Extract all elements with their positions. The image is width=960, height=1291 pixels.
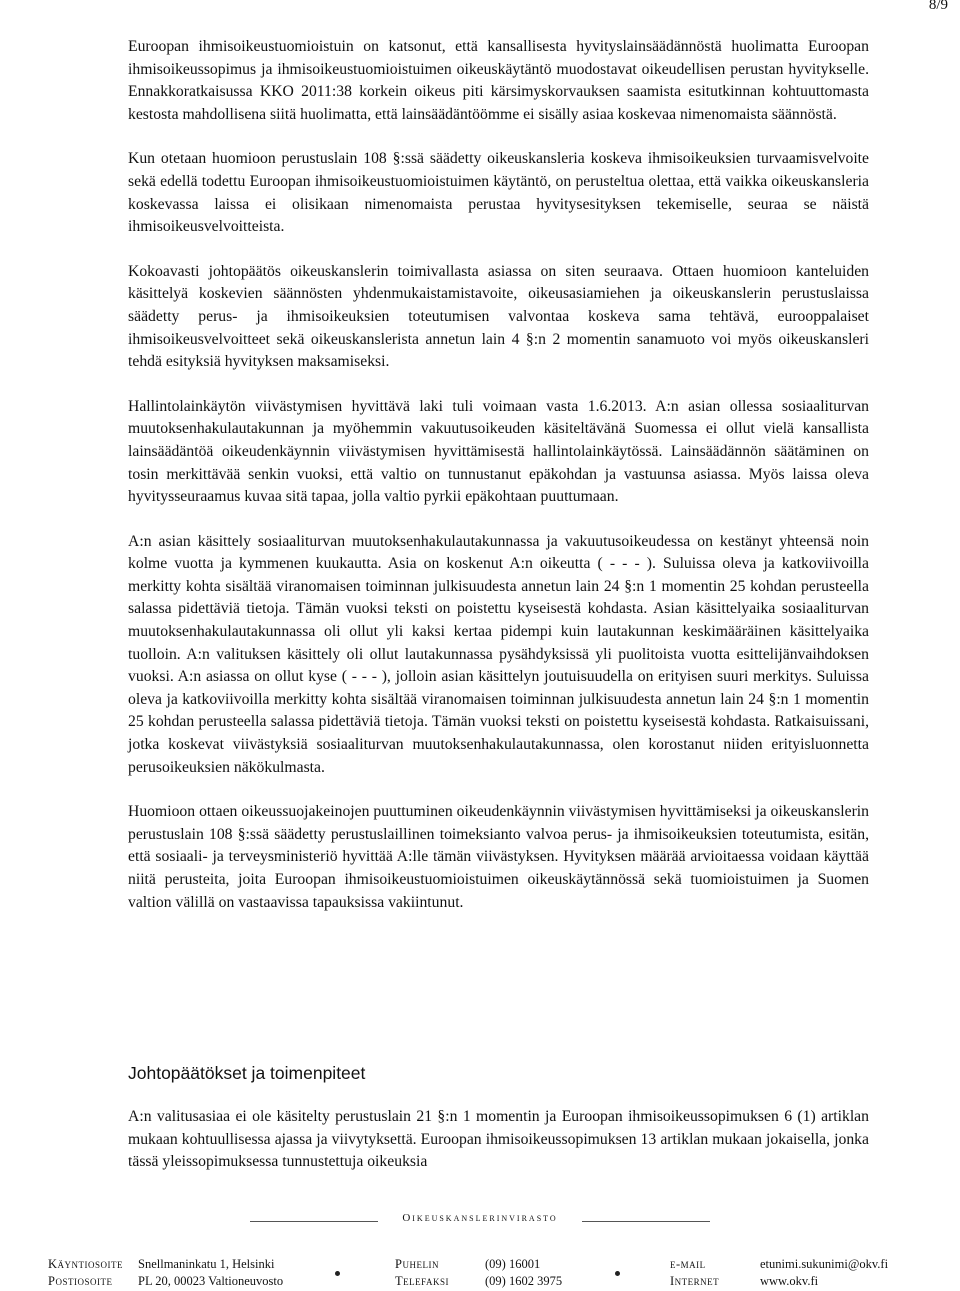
footer-divider-left [250,1221,378,1222]
paragraph: A:n asian käsittely sosiaaliturvan muutoksenhakulautakunnassa ja vakuutusoikeudessa on kestänyt yhteensä noin kolme vuotta ja kymmenen kuukautta. Asia on koskenut A:n oikeutta ( - - - ). Suluissa oleva ja katkoviivoilla merkitty kohta sisältää viranomaisen toiminnan julkisuudesta annetun lain 24 §:n 1 momentin 25 kohdan perusteella salassa pidettäviä tietoja. Tämän vuoksi teksti on poistettu kyseisestä kohdasta. Asian käsittelyaika sosiaaliturvan muutoksenhakulautakunnassa oli ollut yli kaksi kertaa pidempi kuin lautakunnan keskimääräinen käsittelyaika tuolloin. A:n valituksen käsittely oli ollut lautakunnassa pysähdyksissä yli puolitoista vuotta esittelijänvaihdoksen vuoksi. A:n asiassa on ollut kyse ( - - - ), jolloin asian käsittelyn joutuisuudella on erityisen suuri merkitys. Suluissa oleva ja katkoviivoilla merkitty kohta sisältää viranomaisen toiminnan julkisuudesta annetun lain 24 §:n 1 momentin 25 kohdan perusteella salassa pidettäviä tietoja. Tämän vuoksi teksti on poistettu kyseisestä kohdasta. Ratkaisuissani, jotka koskevat viivästyksiä sosiaaliturvan muutoksenhakulautakunnassa, olen korostanut niiden erityisluonnetta perusoikeuksien näkökulmasta. [128,532,869,776]
page-number: 8/9 [928,0,948,13]
footer-organization: Oikeuskanslerinvirasto [402,1212,558,1224]
paragraph: Kun otetaan huomioon perustuslain 108 §:ssä säädetty oikeuskansleria koskeva ihmisoikeuksien turvaamisvelvoite sekä edellä todettu Euroopan ihmisoikeustuomioistuimen käytäntö, on perusteltua olettaa, että vaikka oikeuskansleria koskevassa laissa ei olisikaan nimenomaista perustaa hyvitysesityksen tekemiselle, seuraa se näistä ihmisoikeusvelvoitteista. [128,150,869,236]
footer-fax-label: Telefaksi [395,1274,449,1288]
footer-separator-dot [615,1271,620,1276]
footer-visit-address: Snellmaninkatu 1, Helsinki [138,1257,275,1271]
footer-divider-right [582,1221,710,1222]
footer-web-link[interactable]: www.okv.fi [760,1274,819,1288]
footer-post-label: Postiosoite [48,1274,113,1288]
paragraph: A:n valitusasiaa ei ole käsitelty perustuslain 21 §:n 1 momentin ja Euroopan ihmisoikeussopimuksen 6 (1) artiklan mukaan kohtuullisessa ajassa ja viivytyksettä. Euroopan ihmisoikeussopimuksen 13 artiklan mukaan jokaisella, jonka tässä yleissopimuksessa tunnustettuja oikeuksia [128,1108,869,1171]
footer-phone-label: Puhelin [395,1257,439,1271]
paragraph: Huomioon ottaen oikeussuojakeinojen puuttuminen oikeudenkäynnin viivästymisen hyvittämiseksi ja oikeuskanslerin perustuslain 108 §:ssä säädetty perustuslaillinen toimeksianto valvoa perus- ja ihmisoikeuksien toteutumista, esitän, että sosiaali- ja terveysministeriö hyvittää A:lle tämän viivästyksen. Hyvityksen määrää arvioitaessa voidaan käyttää niitä perusteita, joita Euroopan ihmisoikeustuomioistuimen oikeuskäytännössä sekä tuomioistuimen ja Suomen valtion välillä on vastaavissa tapauksissa vakiintunut. [128,803,869,911]
footer-email-label: e-mail [670,1257,706,1271]
footer-phone-value: (09) 16001 [485,1257,541,1271]
footer-web-label: Internet [670,1274,720,1288]
paragraph: Kokoavasti johtopäätös oikeuskanslerin toimivallasta asiassa on siten seuraava. Ottaen huomioon kanteluiden käsittelyä koskevien säännösten yhdenmukaistamistavoite, oikeusasiamiehen ja oikeuskanslerin perustuslaissa säädetty perus- ja ihmisoikeuksien toteutumisen valvontaa koskeva sama tehtävä, eurooppalaiset ihmisoikeusvelvoitteet sekä oikeuskanslerista annetun lain 4 §:n 2 momentin sanamuoto voi myös oikeuskansleri tehdä esityksiä hyvityksen maksamiseksi. [128,262,869,371]
paragraph: Hallintolainkäytön viivästymisen hyvittävä laki tuli voimaan vasta 1.6.2013. A:n asian ollessa sosiaaliturvan muutoksenhakulautakunnan ja myöhemmin vakuutusoikeuden käsiteltävänä Suomessa ei ollut vielä kansallista lainsäädäntöä oikeudenkäynnin viivästymisen hyvittämisestä hallintolainkäytössä. Lainsäädännön säätäminen on tosin merkittävää senkin vuoksi, että valtio on tunnustanut epäkohdan ja vastuunsa asiassa. Myös laissa oleva hyvitysseuraamus kuvaa sitä tapaa, jolla valtio pyrkii epäkohtaan puuttumaan. [128,397,869,506]
footer-separator-dot [335,1271,340,1276]
footer-email-value[interactable]: etunimi.sukunimi@okv.fi [760,1257,889,1271]
footer-post-address: PL 20, 00023 Valtioneuvosto [138,1274,284,1288]
document-body [128,36,869,936]
paragraph: Euroopan ihmisoikeustuomioistuin on katsonut, että kansallisesta hyvityslainsäädännöstä huolimatta Euroopan ihmisoikeussopimus ja ihmisoikeustuomioistuimen oikeuskäytäntö muodostavat oikeudellisen perustan hyvitykselle. Ennakkoratkaisussa KKO 2011:38 korkein oikeus piti kärsimyskorvauksen saamista esitutkinnan kohtuuttomasta kestosta mahdollisena siitä huolimatta, että lainsäädäntöömme ei sisälly asiaa koskevaa nimenomaista säännöstä. [128,38,869,123]
section-heading: Johtopäätökset ja toimenpiteet [128,1063,366,1083]
footer-visit-label: Käyntiosoite [48,1257,124,1271]
footer-fax-value: (09) 1602 3975 [485,1274,563,1288]
